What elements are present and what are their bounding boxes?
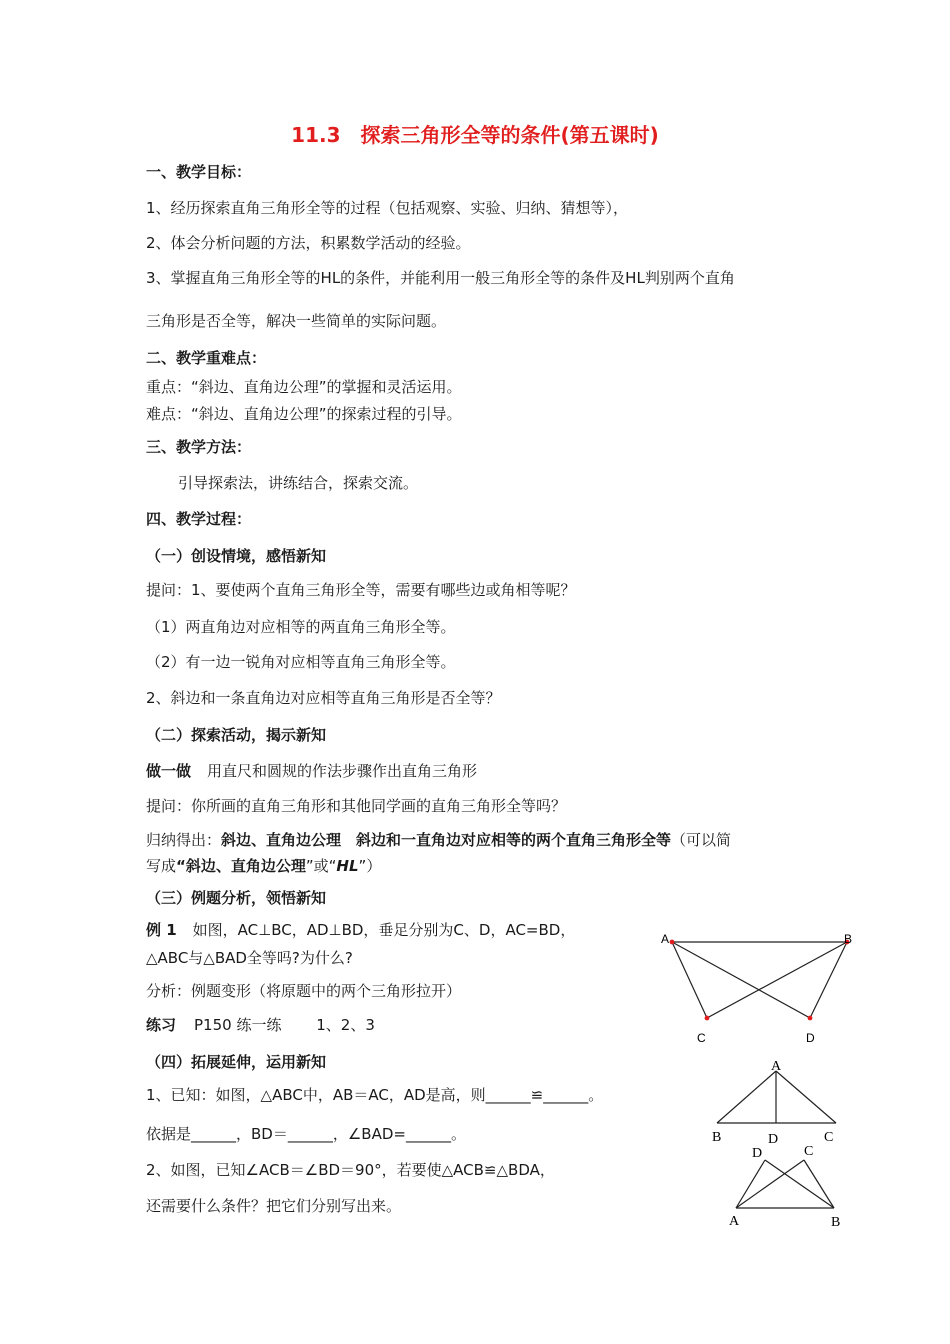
figure-isosceles-altitude	[705, 1055, 845, 1150]
example-line-2: △ABC与△BAD全等吗?为什么?	[146, 949, 353, 967]
summary-prefix: 归纳得出：	[146, 831, 222, 849]
fig1-label-b: B	[844, 932, 853, 946]
summary-line-2	[146, 856, 381, 876]
section-heading-objectives: 一、教学目标：	[146, 163, 252, 181]
section-heading-process: 四、教学过程：	[146, 510, 252, 528]
part1-line-2: （1）两直角边对应相等的两直角三角形全等。	[146, 618, 456, 636]
fig3-label-b: B	[831, 1215, 841, 1230]
summary-line	[146, 830, 731, 850]
exercise-2-line: 2、如图，已知∠ACB＝∠BD＝90°，若要使△ACB≌△BDA，	[146, 1161, 555, 1179]
fig1-label-c: C	[697, 1031, 706, 1045]
part-heading-4: （四）拓展延伸，运用新知	[146, 1053, 327, 1071]
page-title: 11.3 探索三角形全等的条件(第五课时)	[291, 123, 659, 147]
part2-question: 提问：你所画的直角三角形和其他同学画的直角三角形全等吗？	[146, 797, 567, 815]
fig2-label-a: A	[771, 1059, 782, 1074]
example-text-1: 如图，AC⊥BC，AD⊥BD，垂足分别为C、D，AC=BD，	[192, 921, 576, 939]
section-heading-methods: 三、教学方法：	[146, 438, 252, 456]
fig2-label-b: B	[712, 1130, 722, 1145]
example-label: 例 1	[146, 921, 177, 939]
summary-bold: 斜边、直角边公理 斜边和一直角边对应相等的两个直角三角形全等	[221, 831, 672, 849]
practice-text: P150 练一练 1、2、3	[194, 1016, 375, 1034]
practice-line	[146, 1015, 375, 1035]
figure-crossed-triangles	[650, 925, 870, 1050]
fig3-label-a: A	[729, 1214, 740, 1229]
fig1-label-a: A	[661, 932, 670, 946]
summary2-suffix: ”）	[358, 857, 382, 875]
part-heading-2: （二）探索活动，揭示新知	[146, 726, 327, 744]
do-it-text: 用直尺和圆规的作法步骤作出直角三角形	[207, 762, 478, 780]
objective-line-3-cont: 三角形是否全等，解决一些简单的实际问题。	[146, 312, 447, 330]
part1-line-4: 2、斜边和一条直角边对应相等直角三角形是否全等？	[146, 689, 501, 707]
summary2-bold-1: “斜边、直角边公理	[176, 857, 306, 875]
key-point-line: 重点：“斜边、直角边公理”的掌握和灵活运用。	[146, 378, 462, 396]
objective-line-2: 2、体会分析问题的方法，积累数学活动的经验。	[146, 234, 471, 252]
part1-line-1: 提问：1、要使两个直角三角形全等，需要有哪些边或角相等呢？	[146, 581, 576, 599]
section-heading-key-points: 二、教学重难点：	[146, 349, 267, 367]
fig2-label-d: D	[768, 1132, 779, 1147]
summary2-mid: ”或“	[305, 857, 337, 875]
practice-label: 练习	[146, 1016, 177, 1034]
analysis-line: 分析：例题变形（将原题中的两个三角形拉开）	[146, 982, 462, 1000]
objective-line-3: 3、掌握直角三角形全等的HL的条件，并能利用一般三角形全等的条件及HL判别两个直角	[146, 269, 735, 287]
exercise-1-line: 1、已知：如图，△ABC中，AB＝AC，AD是高，则______≌______。	[146, 1086, 604, 1104]
exercise-1-line-2: 依据是______，BD＝______，∠BAD=______。	[146, 1125, 466, 1143]
do-it-label: 做一做	[146, 762, 192, 780]
fig3-label-c: C	[804, 1144, 814, 1159]
summary2-bold-2: HL	[336, 857, 359, 875]
fig3-label-d: D	[752, 1146, 763, 1161]
fig1-label-d: D	[806, 1031, 815, 1045]
do-it-line	[146, 761, 477, 781]
example-line-1	[146, 920, 575, 940]
summary-suffix: （可以简	[671, 831, 732, 849]
difficult-point-line: 难点：“斜边、直角边公理”的探索过程的引导。	[146, 405, 462, 423]
objective-line-1: 1、经历探索直角三角形全等的过程（包括观察、实验、归纳、猜想等），	[146, 199, 629, 217]
figure-triangles-acb-bda	[720, 1140, 850, 1230]
summary2-prefix: 写成	[146, 857, 177, 875]
part1-line-3: （2）有一边一锐角对应相等直角三角形全等。	[146, 653, 456, 671]
fig2-label-c: C	[824, 1130, 834, 1145]
exercise-2-line-2: 还需要什么条件？把它们分别写出来。	[146, 1197, 402, 1215]
part-heading-3: （三）例题分析，领悟新知	[146, 889, 327, 907]
part-heading-1: （一）创设情境，感悟新知	[146, 547, 327, 565]
methods-line: 引导探索法，讲练结合，探索交流。	[178, 474, 419, 492]
